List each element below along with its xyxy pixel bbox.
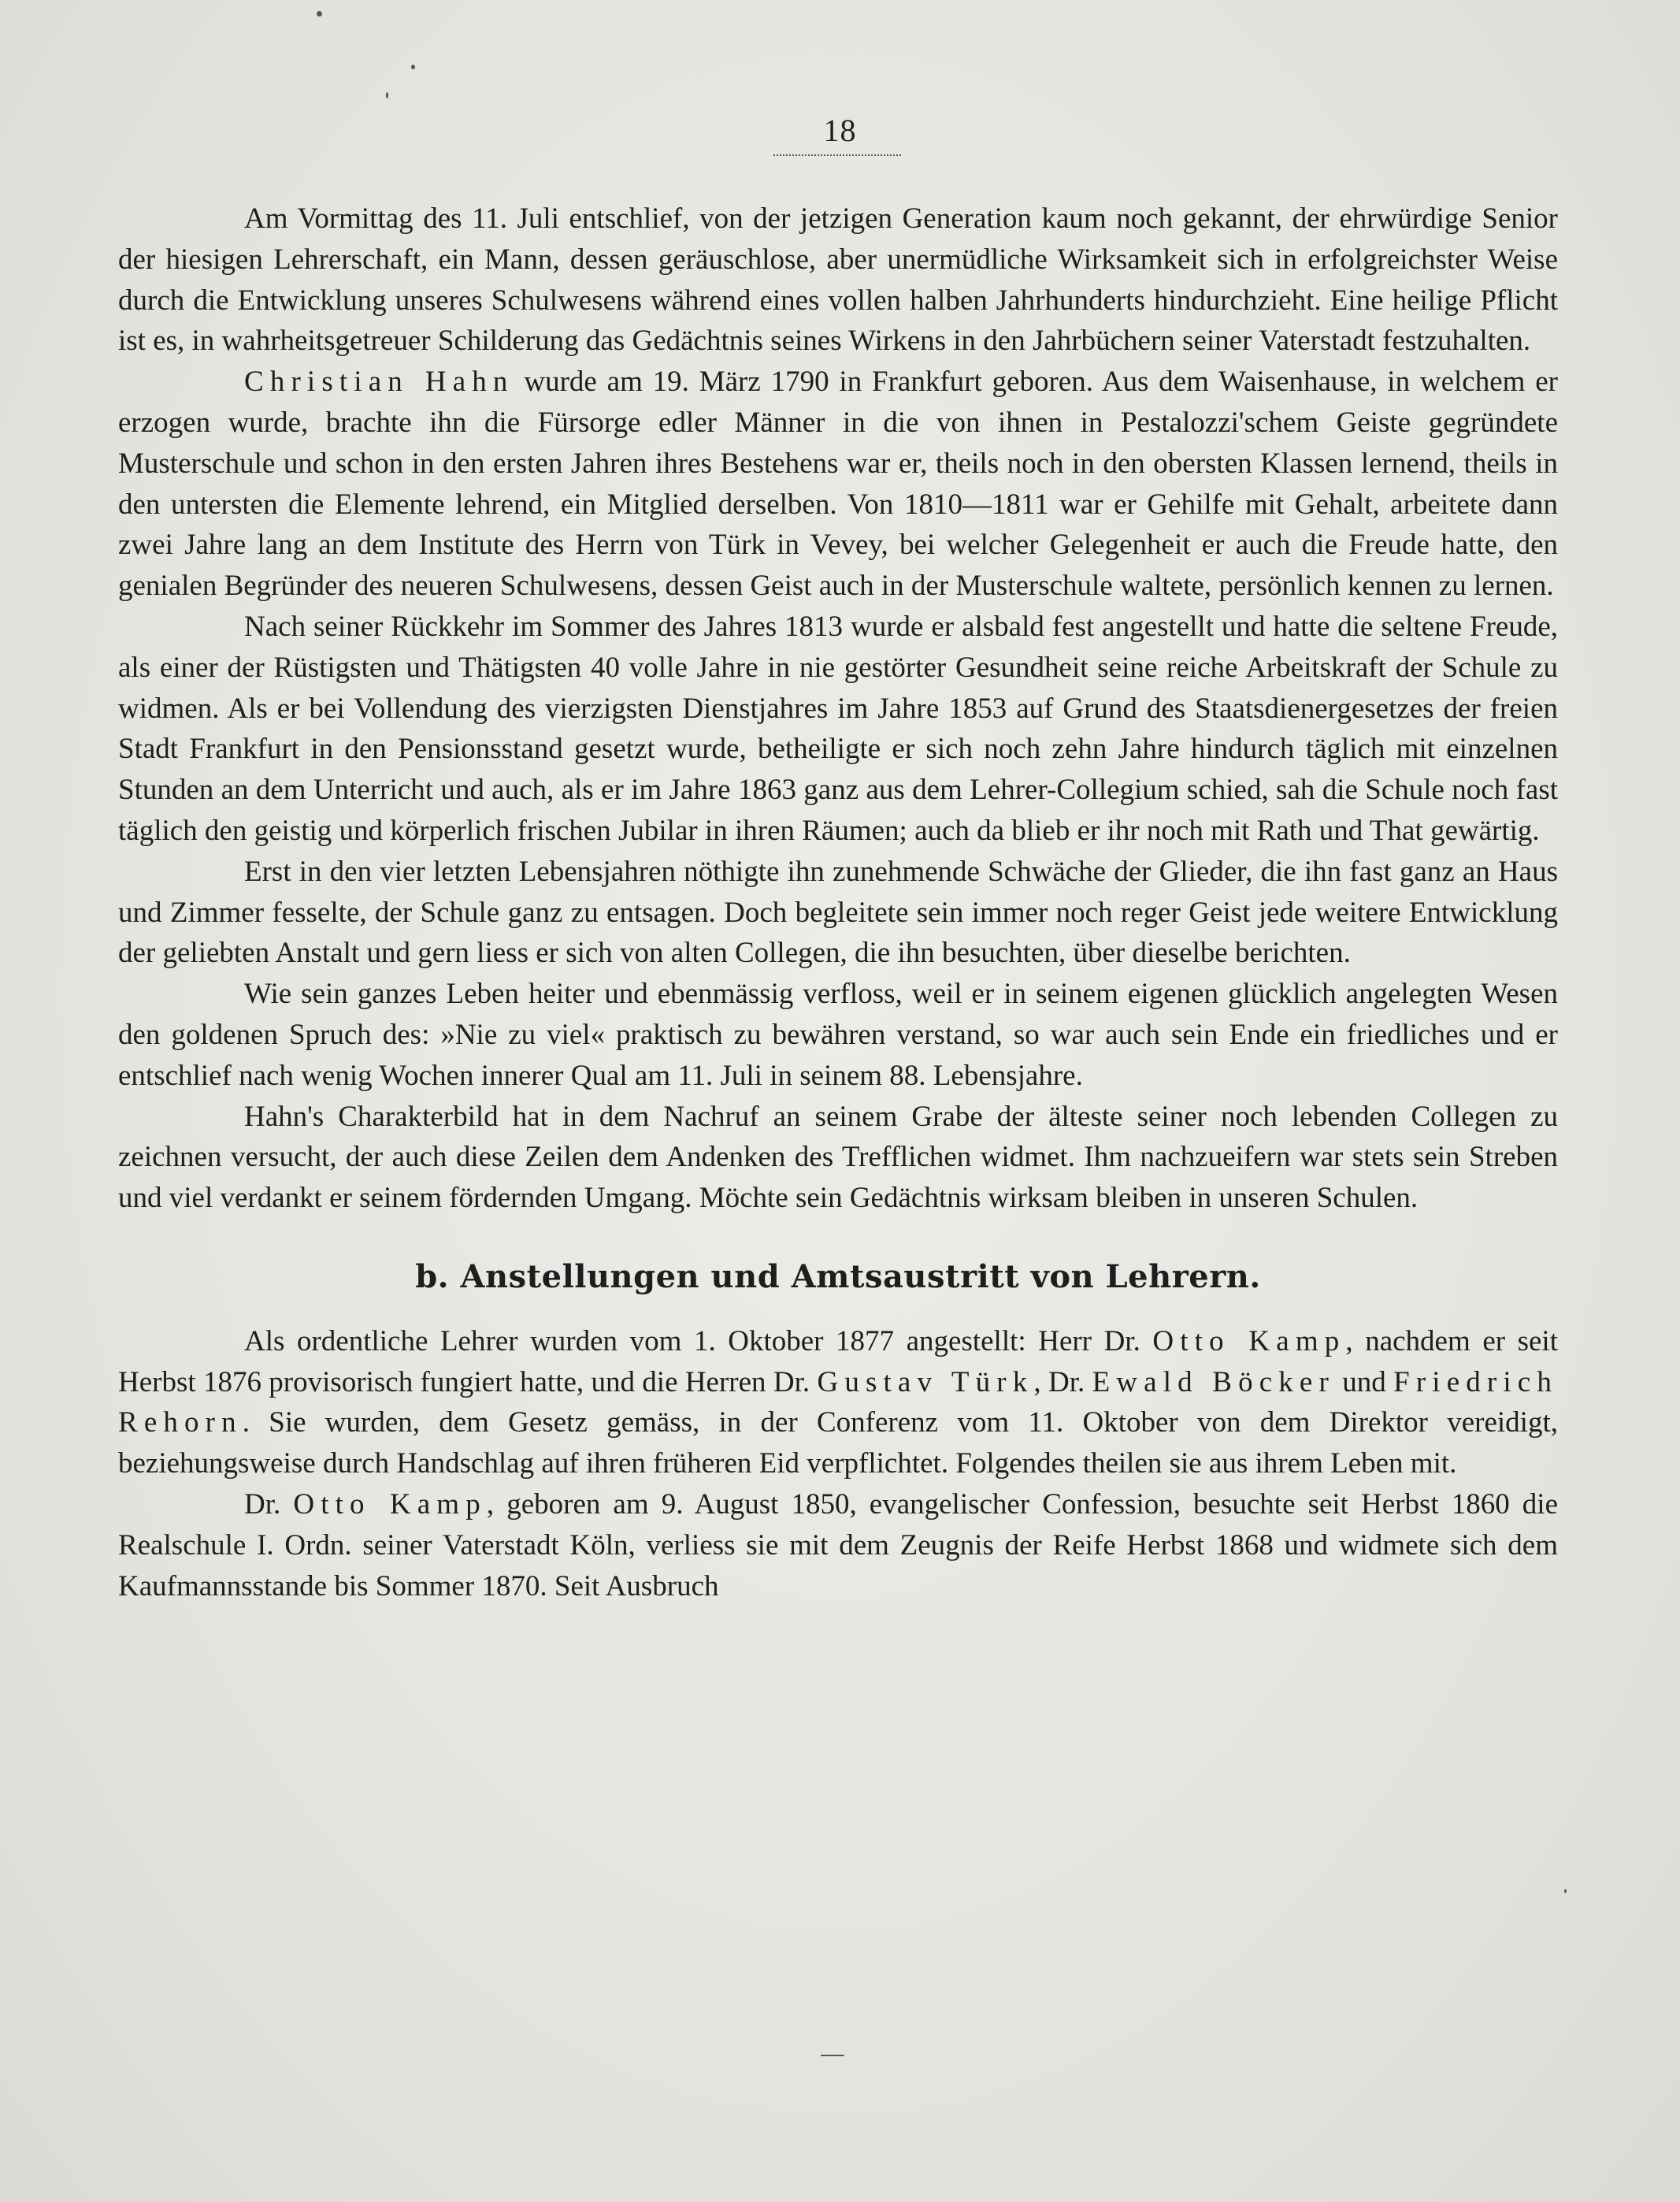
scan-speck [317, 11, 322, 17]
spaced-name: Friedrich Rehorn [118, 1365, 1558, 1439]
scan-speck [411, 65, 415, 69]
paragraph-text: Dr. [244, 1487, 294, 1521]
paragraph-obituary-intro: Am Vormittag des 11. Juli entschlief, von der jetzigen Generation kaum noch gekannt, der ehrwürdige Senior der hiesigen Lehrerschaft, ein Mann, dessen geräuschlose, aber unermüdliche Wirksamkeit sich in erfolgreichster Weise durch die Entwicklung unseres Schulwesens während eines vollen halben Jahrhunderts hindurchzieht. Eine heilige Pflicht ist es, in wahrheitsgetreuer Schilderung das Gedächtnis seines Wirkens in den Jahrbüchern seiner Vaterstadt festzuhalten. [118, 202, 1558, 358]
paragraph-obituary-biography [118, 362, 1558, 607]
paragraph-text: wurde am 19. März 1790 in Frankfurt geboren. Aus dem Waisenhause, in welchem er erzogen wurde, brachte ihn die Fürsorge edler Männer in die von ihnen in Pestalozzi'schem Geiste gegründete Musterschule und schon in den ersten Jahren ihres Bestehens war er, theils noch in den obersten Klassen lernend, theils in den untersten die Elemente lehrend, ein Mitglied derselben. Von 1810—1811 war er Gehilfe mit Gehalt, arbeitete dann zwei Jahre lang an dem Institute des Herrn von Türk in Vevey, bei welcher Gelegenheit er auch die Freude hatte, den genialen Begründer des neueren Schulwesens, dessen Geist auch in der Musterschule waltete, persönlich kennen zu lernen. [118, 366, 1558, 603]
paragraph-obituary-closing: Hahn's Charakterbild hat in dem Nachruf an seinem Grabe der älteste seiner noch lebenden Collegen zu zeichnen versucht, der auch diese Zeilen dem Andenken des Trefflichen widmet. Ihm nachzueifern war stets sein Streben und viel verdankt er seinem fördernden Umgang. Möchte sein Gedächtnis wirksam bleiben in unseren Schulen. [118, 1100, 1558, 1215]
scan-speck [1564, 1889, 1567, 1893]
spaced-name: Otto Kamp [293, 1487, 487, 1521]
page-number-rule [773, 151, 901, 156]
paragraph-obituary-career: Nach seiner Rückkehr im Sommer des Jahres 1813 wurde er alsbald fest angestellt und hatte die seltene Freude, als einer der Rüstigsten und Thätigsten 40 volle Jahre in nie gestörter Gesundheit seine reiche Arbeitskraft der Schule zu widmen. Als er bei Vollendung des vierzigsten Dienstjahres im Jahre 1853 auf Grund des Staatsdienergesetzes der freien Stadt Frankfurt in den Pensionsstand gesetzt wurde, betheiligte er sich noch zehn Jahre hindurch täglich mit einzelnen Stunden an dem Unterricht und auch, als er im Jahre 1863 ganz aus dem Lehrer-Collegium schied, sah die Schule noch fast täglich den geistig und körperlich frischen Jubilar in ihren Räumen; auch da blieb er ihr noch mit Rath und That gewärtig. [118, 610, 1558, 847]
scan-speck [821, 2055, 844, 2056]
spaced-name: Otto Kamp [1152, 1324, 1346, 1357]
section-heading: b. Anstellungen und Amtsaustritt von Lehrern. [415, 1257, 1261, 1295]
paragraph-text: , nachdem er seit Herbst 1876 provisorisch fungiert hatte, und die Herren Dr. [118, 1324, 1558, 1398]
spaced-name: Christian Hahn [244, 366, 514, 399]
paragraph-obituary-death: Wie sein ganzes Leben heiter und ebenmässig verfloss, weil er in seinem eigenen glücklich angelegten Wesen den goldenen Spruch des: »Nie zu viel« praktisch zu bewähren verstand, so war auch sein Ende ein friedliches und er entschlief nach wenig Wochen innerer Qual am 11. Juli in seinem 88. Lebensjahre. [118, 978, 1558, 1092]
paragraph-obituary-last-years: Erst in den vier letzten Lebensjahren nöthigte ihn zunehmende Schwäche der Glieder, die ihn fast ganz an Haus und Zimmer fesselte, der Schule ganz zu entsagen. Doch begleitete sein immer noch reger Geist jede weitere Entwicklung der geliebten Anstalt und gern liess er sich von alten Collegen, die ihn besuchten, über dieselbe berichten. [118, 855, 1558, 970]
paragraph-text: . Sie wurden, dem Gesetz gemäss, in der Conferenz vom 11. Oktober von dem Direktor vereidigt, beziehungsweise durch Handschlag auf ihren früheren Eid verpflichtet. Folgendes theilen sie aus ihrem Leben mit. [118, 1406, 1558, 1480]
spaced-name: Ewald Böcker [1092, 1365, 1335, 1398]
paragraph-appointments [118, 1321, 1558, 1484]
spaced-name: Gustav Türk [817, 1365, 1034, 1398]
paragraph-kamp-biography [118, 1484, 1558, 1606]
page-number: 18 [823, 113, 857, 148]
paragraph-text: und [1334, 1365, 1394, 1398]
paragraph-text: , Dr. [1033, 1365, 1092, 1398]
body-text [118, 199, 1558, 1606]
scan-speck [386, 92, 388, 98]
paragraph-text: , geboren am 9. August 1850, evangelischer Confession, besuchte seit Herbst 1860 die Realschule I. Ordn. seiner Vaterstadt Köln, verliess sie mit dem Zeugnis der Reife Herbst 1868 und widmete sich dem Kaufmannsstande bis Sommer 1870. Seit Ausbruch [118, 1487, 1559, 1602]
paragraph-text: Als ordentliche Lehrer wurden vom 1. Oktober 1877 angestellt: Herr Dr. [244, 1324, 1153, 1357]
